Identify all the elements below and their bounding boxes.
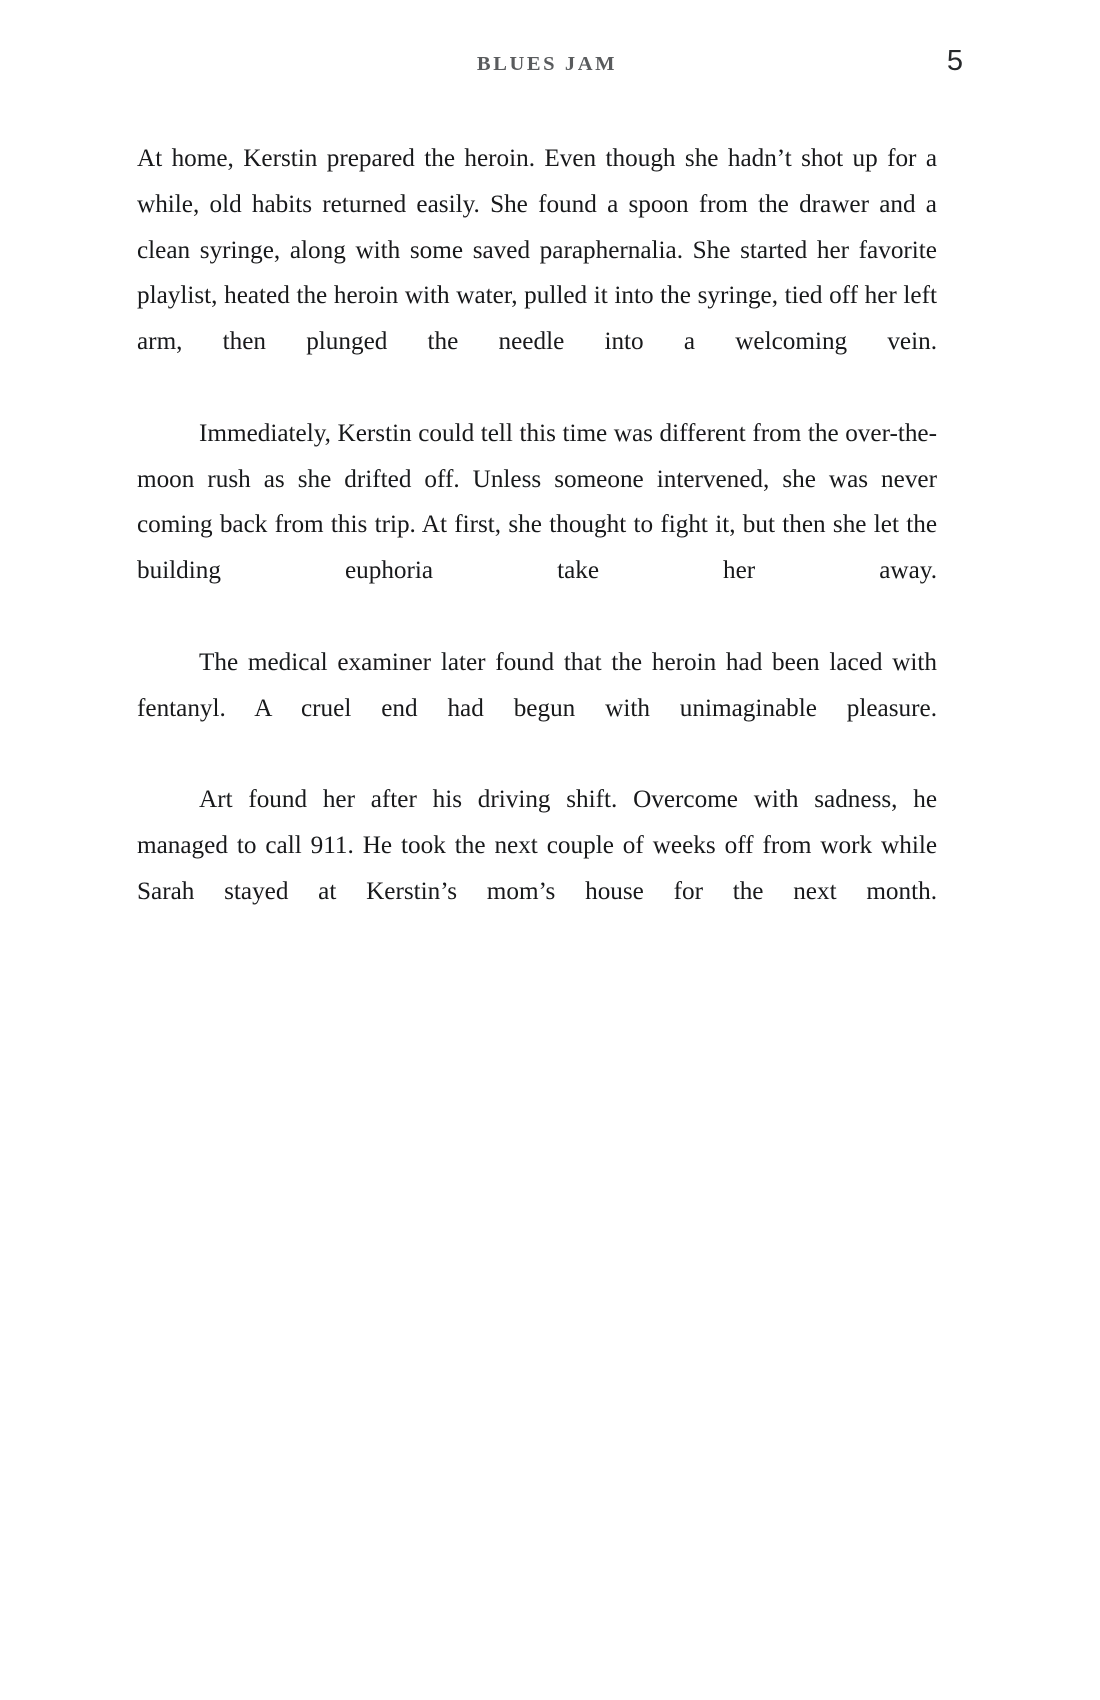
page-number: 5 — [946, 45, 963, 77]
paragraph: The medical examiner later found that the heroin had been laced with fentanyl. A cruel end had begun with unimaginable pleasure. — [137, 648, 937, 722]
paragraph: At home, Kerstin prepared the heroin. Even though she hadn’t shot up for a while, old habits returned easily. She found a spoon from the drawer and a clean syringe, along with some saved paraphernalia. She started her favorite playlist, heated the heroin with water, pulled it into the syringe, tied off her left arm, then plunged the needle into a welcoming vein. — [137, 145, 937, 356]
paragraph: Immediately, Kerstin could tell this time was different from the over-the-moon rush as she drifted off. Unless someone intervened, she was never coming back from this trip. At first, she thought to fight it, but then she let the building euphoria take her away. — [137, 419, 937, 585]
paragraph: Art found her after his driving shift. Overcome with sadness, he managed to call 911. He took the next couple of weeks off from work while Sarah stayed at Kerstin’s mom’s house for the next month. — [137, 786, 937, 905]
running-head — [137, 45, 963, 88]
book-title: BLUES JAM — [476, 53, 618, 75]
body-text — [137, 136, 937, 960]
